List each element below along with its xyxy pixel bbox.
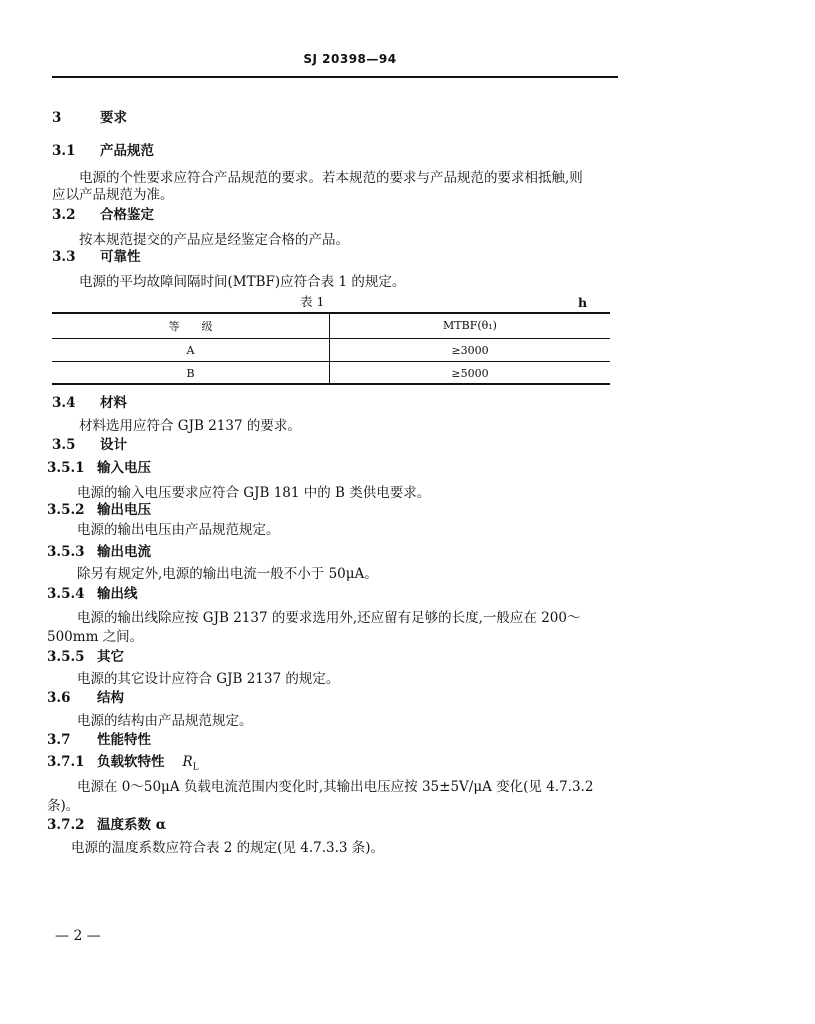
section-3-5-2-heading: 3.5.2 输出电压 — [47, 502, 151, 518]
table-row — [52, 339, 610, 362]
section-3-7-1-body-line-1: 电源在 0～50μA 负载电流范围内变化时,其输出电压应按 35±5V/μA 变化(见 4.7.3.2 — [77, 779, 594, 795]
section-3-2-body: 按本规范提交的产品应是经鉴定合格的产品。 — [79, 232, 349, 248]
table-cell-grade: B — [52, 362, 330, 385]
section-3-5-1-heading: 3.5.1 输入电压 — [47, 460, 151, 476]
section-3-4-body: 材料选用应符合 GJB 2137 的要求。 — [79, 418, 301, 434]
load-resistance-subscript: L — [192, 762, 199, 773]
section-3-5-4-body-line-2: 500mm 之间。 — [47, 629, 144, 645]
section-3-1-body-line-2: 应以产品规范为准。 — [52, 187, 174, 203]
table-header-mtbf: MTBF(θ₁) — [330, 313, 611, 339]
table-header-row — [52, 313, 610, 339]
section-3-4-heading: 3.4 材料 — [52, 395, 127, 411]
document-number: SJ 20398—94 — [303, 52, 397, 66]
section-3-5-1-body: 电源的输入电压要求应符合 GJB 181 中的 B 类供电要求。 — [77, 485, 431, 501]
section-3-5-3-heading: 3.5.3 输出电流 — [47, 544, 151, 560]
section-3-5-3-body: 除另有规定外,电源的输出电流一般不小于 50μA。 — [77, 566, 378, 582]
page-number: — 2 — — [55, 928, 101, 944]
load-resistance-symbol: R — [182, 754, 193, 770]
section-3-7-1-body-line-2: 条)。 — [47, 798, 80, 814]
section-3-6-heading: 3.6 结构 — [47, 690, 124, 706]
header-rule — [52, 76, 618, 78]
section-3-1-heading: 3.1 产品规范 — [52, 143, 154, 159]
table-header-grade: 等 级 — [52, 313, 330, 339]
section-3-1-body-line-1: 电源的个性要求应符合产品规范的要求。若本规范的要求与产品规范的要求相抵触,则 — [79, 170, 583, 186]
section-3-3-heading: 3.3 可靠性 — [52, 249, 141, 265]
section-3-heading: 3 要求 — [52, 110, 127, 126]
section-3-7-2-body: 电源的温度系数应符合表 2 的规定(见 4.7.3.3 条)。 — [71, 840, 385, 856]
table-cell-grade: A — [52, 339, 330, 362]
section-3-5-5-heading: 3.5.5 其它 — [47, 649, 124, 665]
section-3-7-heading: 3.7 性能特性 — [47, 732, 151, 748]
table-1 — [52, 313, 610, 384]
section-3-5-4-heading: 3.5.4 输出线 — [47, 586, 138, 602]
table-1-unit: h — [578, 295, 588, 310]
section-3-7-1-heading: 3.7.1 负载软特性 $R_L$ — [47, 754, 199, 773]
section-3-5-4-body-line-1: 电源的输出线除应按 GJB 2137 的要求选用外,还应留有足够的长度,一般应在 200～ — [77, 610, 581, 626]
table-1-bottom-rule — [52, 383, 610, 385]
table-cell-mtbf: ≥3000 — [330, 339, 611, 362]
table-cell-mtbf: ≥5000 — [451, 366, 489, 380]
section-3-7-2-heading: 3.7.2 温度系数 α — [47, 817, 167, 833]
table-1-caption: 表 1 — [300, 294, 325, 309]
section-3-5-5-body: 电源的其它设计应符合 GJB 2137 的规定。 — [77, 671, 340, 687]
section-3-5-2-body: 电源的输出电压由产品规范规定。 — [77, 522, 280, 538]
section-3-2-heading: 3.2 合格鉴定 — [52, 207, 154, 223]
table-row — [52, 362, 610, 385]
section-3-6-body: 电源的结构由产品规范规定。 — [77, 713, 253, 729]
section-3-5-heading: 3.5 设计 — [52, 437, 127, 453]
section-3-3-body: 电源的平均故障间隔时间(MTBF)应符合表 1 的规定。 — [79, 274, 406, 290]
